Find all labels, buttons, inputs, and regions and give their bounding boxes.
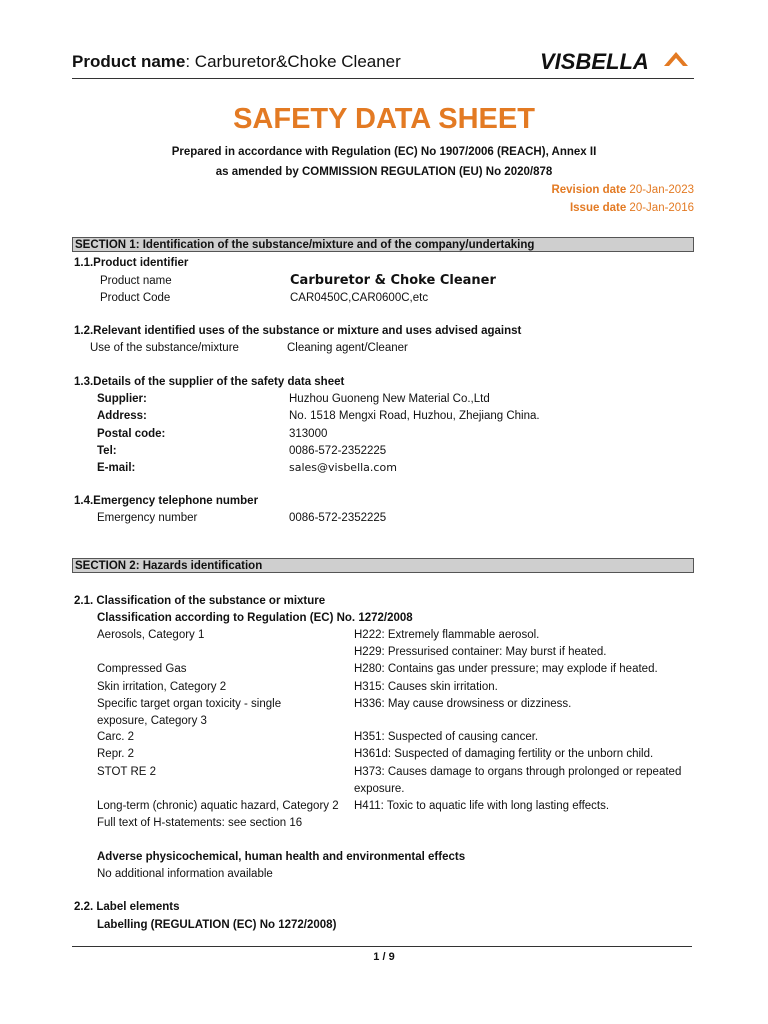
section-2-heading: SECTION 2: Hazards identification — [72, 558, 694, 573]
fulltext-note: Full text of H-statements: see section 16 — [97, 817, 303, 829]
adverse-value: No additional information available — [97, 868, 273, 880]
s14-title: 1.4.Emergency telephone number — [74, 495, 259, 507]
use-value: Cleaning agent/Cleaner — [287, 342, 408, 354]
prepared-line-1: Prepared in accordance with Regulation (EC) No 1907/2006 (REACH), Annex II — [171, 146, 597, 158]
postal-value: 313000 — [289, 428, 328, 440]
product-code-label: Product Code — [100, 292, 171, 304]
hazard-statement: H351: Suspected of causing cancer. — [354, 731, 539, 743]
email-label: E-mail: — [97, 462, 136, 474]
product-code-value: CAR0450C,CAR0600C,etc — [290, 292, 429, 304]
s22-title: 2.2. Label elements — [74, 901, 180, 913]
postal-label: Postal code: — [97, 428, 166, 440]
header-divider — [72, 78, 694, 79]
issue-date — [570, 202, 694, 214]
hazard-statement: H336: May cause drowsiness or dizziness. — [354, 698, 572, 710]
hazard-class: Repr. 2 — [97, 748, 135, 760]
hazard-class: Aerosols, Category 1 — [97, 629, 205, 641]
revision-date — [551, 184, 694, 196]
hazard-statement: exposure. — [354, 783, 405, 795]
hazard-class: Specific target organ toxicity - single — [97, 698, 282, 710]
classification-title: Classification according to Regulation (EC) No. 1272/2008 — [97, 612, 413, 624]
supplier-label: Supplier: — [97, 393, 147, 405]
logo-text: VISBELLA — [540, 49, 649, 74]
s12-title: 1.2.Relevant identified uses of the substance or mixture and uses advised against — [74, 325, 522, 337]
hazard-statement: H373: Causes damage to organs through prolonged or repeated — [354, 766, 682, 778]
header-product-value: : Carburetor&Choke Cleaner — [185, 52, 401, 71]
hazard-class: Long-term (chronic) aquatic hazard, Category 2 — [97, 800, 339, 812]
product-name-label: Product name — [100, 275, 172, 287]
s21-title: 2.1. Classification of the substance or mixture — [74, 595, 326, 607]
header-product-line — [72, 52, 401, 72]
issue-date-value: 20-Jan-2016 — [629, 202, 694, 214]
labelling-title: Labelling (REGULATION (EC) No 1272/2008) — [97, 919, 337, 931]
header-product-label: Product name — [72, 52, 186, 71]
adverse-title: Adverse physicochemical, human health and environmental effects — [97, 851, 466, 863]
use-label: Use of the substance/mixture — [90, 342, 239, 354]
section-1-heading: SECTION 1: Identification of the substance/mixture and of the company/undertaking — [72, 237, 694, 252]
hazard-class: Compressed Gas — [97, 663, 187, 675]
tel-label: Tel: — [97, 445, 117, 457]
hazard-class: STOT RE 2 — [97, 766, 157, 778]
tel-value: 0086-572-2352225 — [289, 445, 387, 457]
revision-date-value: 20-Jan-2023 — [629, 184, 694, 196]
prepared-line-2: as amended by COMMISSION REGULATION (EU) No 2020/878 — [215, 166, 553, 178]
page-number: 1 / 9 — [373, 951, 395, 963]
hazard-class: exposure, Category 3 — [97, 715, 207, 727]
hazard-statement: H411: Toxic to aquatic life with long lasting effects. — [354, 800, 610, 812]
hazard-statement: H222: Extremely flammable aerosol. — [354, 629, 540, 641]
revision-date-label: Revision date — [551, 184, 627, 196]
hazard-statement: H315: Causes skin irritation. — [354, 681, 498, 693]
logo-chevron-icon — [664, 52, 688, 66]
issue-date-label: Issue date — [569, 202, 627, 214]
footer-divider — [72, 946, 692, 947]
page-title: SAFETY DATA SHEET — [233, 103, 535, 135]
address-value: No. 1518 Mengxi Road, Huzhou, Zhejiang China. — [289, 410, 540, 422]
hazard-statement: H280: Contains gas under pressure; may explode if heated. — [354, 663, 658, 675]
email-value[interactable]: sales@visbella.com — [289, 461, 397, 474]
hazard-class: Carc. 2 — [97, 731, 135, 743]
address-label: Address: — [97, 410, 147, 422]
product-name-value: Carburetor & Choke Cleaner — [290, 273, 496, 288]
emergency-value: 0086-572-2352225 — [289, 512, 387, 524]
hazard-statement: H229: Pressurised container: May burst if heated. — [354, 646, 607, 658]
supplier-value: Huzhou Guoneng New Material Co.,Ltd — [289, 393, 490, 405]
hazard-class: Skin irritation, Category 2 — [97, 681, 227, 693]
s13-title: 1.3.Details of the supplier of the safety data sheet — [74, 376, 345, 388]
visbella-logo — [540, 48, 692, 74]
hazard-statement: H361d: Suspected of damaging fertility or the unborn child. — [354, 748, 654, 760]
s11-title: 1.1.Product identifier — [74, 257, 189, 269]
emergency-label: Emergency number — [97, 512, 198, 524]
